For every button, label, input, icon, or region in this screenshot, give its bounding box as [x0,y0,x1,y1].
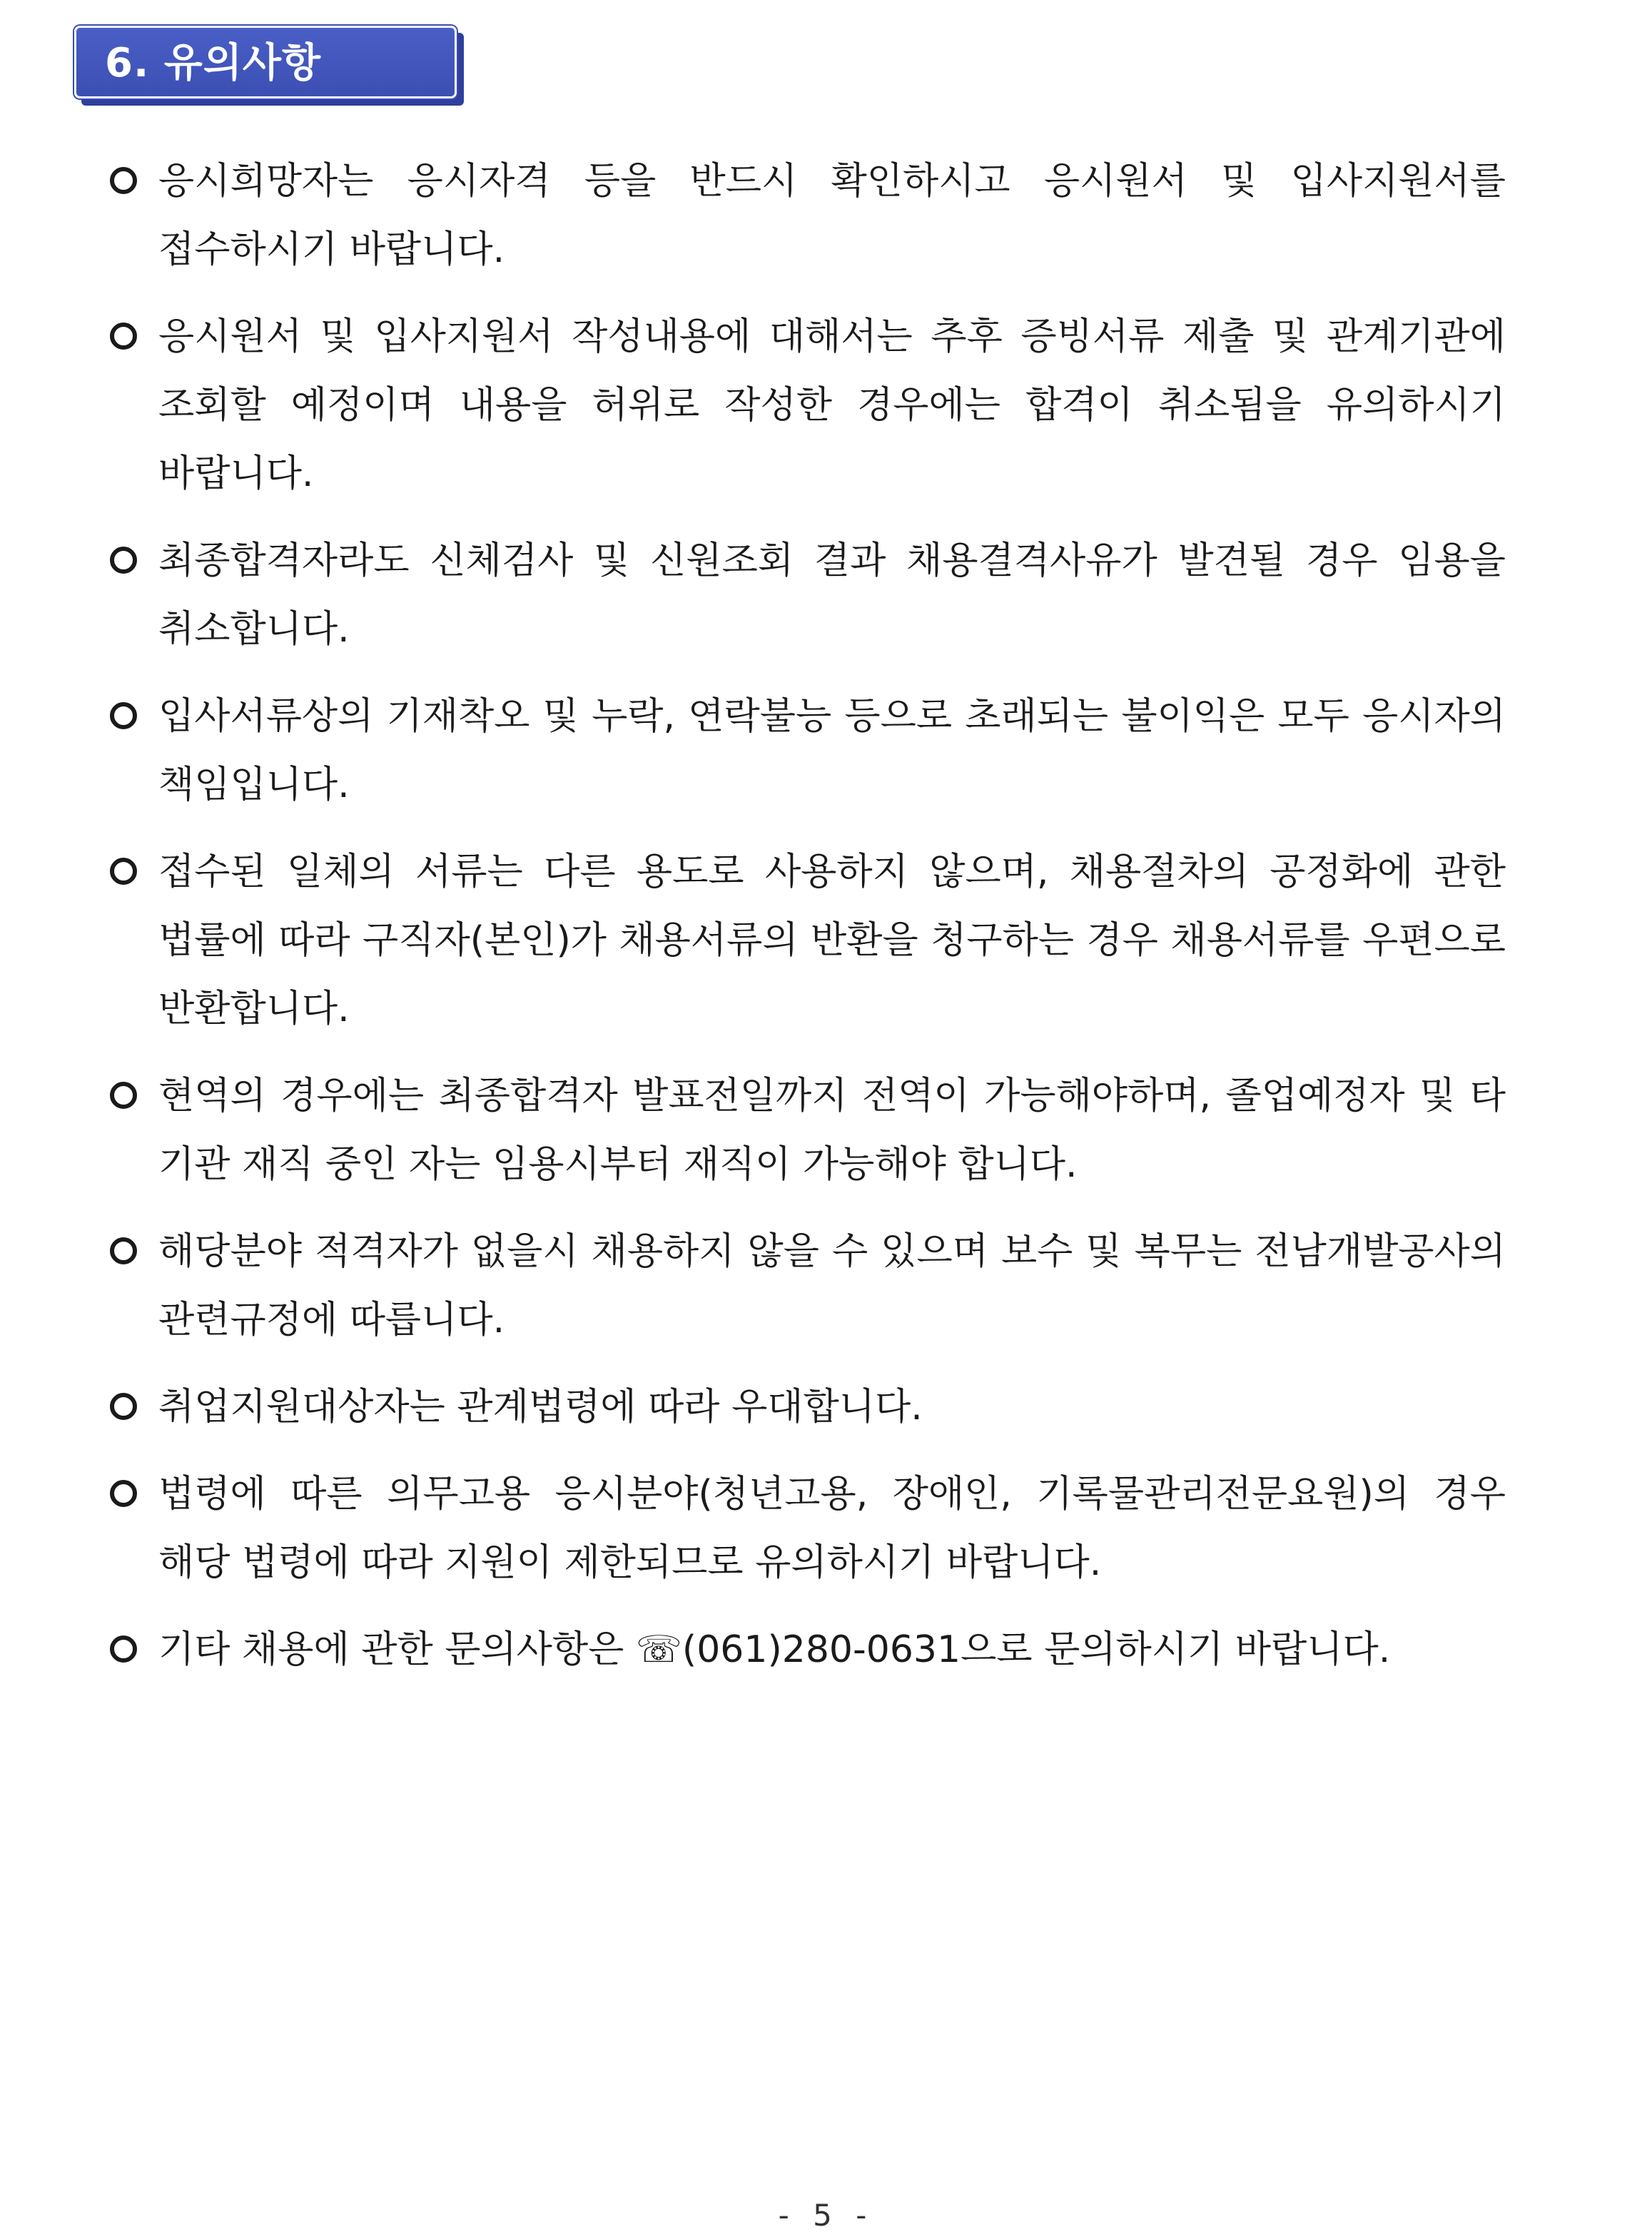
notice-text: 최종합격자라도 신체검사 및 신원조회 결과 채용결격사유가 발견될 경우 임용을 취소합니다. [158,539,1506,651]
notice-list [107,147,1506,1703]
notice-item [107,1373,1506,1441]
circle-bullet-icon [110,167,137,194]
circle-bullet-icon [110,547,137,574]
notice-text: 접수된 일체의 서류는 다른 용도로 사용하지 않으며, 채용절차의 공정화에 관한 법률에 따라 구직자(본인)가 채용서류의 반환을 청구하는 경우 채용서류를 우편으로 반환합니다. [158,851,1506,1030]
notice-item [107,303,1506,508]
circle-bullet-icon [110,1082,137,1109]
notice-item [107,1615,1506,1684]
circle-bullet-icon [110,1237,137,1264]
notice-item [107,1217,1506,1354]
notice-text: 응시원서 및 입사지원서 작성내용에 대해서는 추후 증빙서류 제출 및 관계기관에 조회할 예정이며 내용을 허위로 작성한 경우에는 합격이 취소됨을 유의하시기 바랍니다. [158,315,1506,495]
notice-text: 현역의 경우에는 최종합격자 발표전일까지 전역이 가능해야하며, 졸업예정자 및 타 기관 재직 중인 자는 임용시부터 재직이 가능해야 합니다. [158,1075,1506,1186]
notice-text: 취업지원대상자는 관계법령에 따라 우대합니다. [158,1386,923,1429]
notice-text: 기타 채용에 관한 문의사항은 ☏(061)280-0631으로 문의하시기 바랍니다. [158,1628,1391,1671]
notice-text: 입사서류상의 기재착오 및 누락, 연락불능 등으로 초래되는 불이익은 모두 응시자의 책임입니다. [158,695,1506,806]
notice-text: 해당분야 적격자가 없을시 채용하지 않을 수 있으며 보수 및 복무는 전남개발공사의 관련규정에 따릅니다. [158,1230,1506,1341]
notice-text: 응시희망자는 응시자격 등을 반드시 확인하시고 응시원서 및 입사지원서를 접수하시기 바랍니다. [158,160,1506,271]
circle-bullet-icon [110,858,137,885]
page-number: - 5 - [778,2198,874,2233]
circle-bullet-icon [110,1635,137,1663]
section-title: 6. 유의사항 [105,40,322,86]
notice-item [107,1062,1506,1199]
notice-item [107,147,1506,284]
notice-item [107,682,1506,819]
notice-item [107,527,1506,664]
notice-text: 법령에 따른 의무고용 응시분야(청년고용, 장애인, 기록물관리전문요원)의 경우 해당 법령에 따라 지원이 제한되므로 유의하시기 바랍니다. [158,1473,1506,1584]
notice-item [107,838,1506,1043]
circle-bullet-icon [110,323,137,350]
circle-bullet-icon [110,1480,137,1507]
notice-item [107,1460,1506,1597]
circle-bullet-icon [110,702,137,729]
section-header-box [74,26,457,98]
circle-bullet-icon [110,1393,137,1420]
section-header [74,26,461,101]
